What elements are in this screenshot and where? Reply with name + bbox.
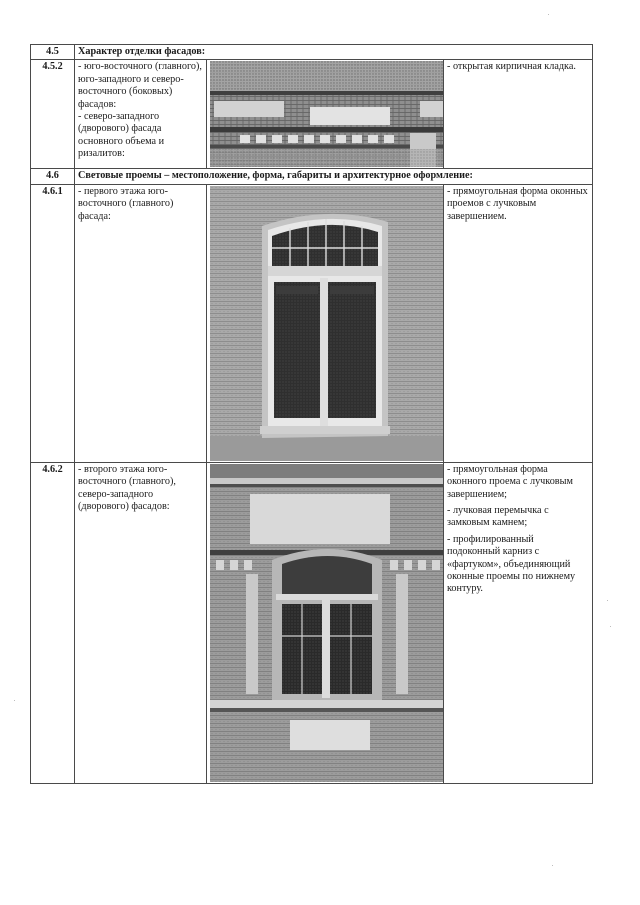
row-description (75, 60, 207, 169)
row-characteristics (444, 184, 593, 462)
row-number: 4.6.2 (31, 462, 75, 783)
row-number: 4.6.1 (31, 184, 75, 462)
photo-cell (207, 462, 444, 783)
photo-cell (207, 60, 444, 169)
scan-speck (607, 600, 608, 601)
row-4-6-2 (31, 462, 593, 783)
row-description (75, 462, 207, 783)
row-characteristics (444, 60, 593, 169)
characteristic-line: - прямоугольная форма оконного проема с лучковым завершением; (447, 463, 573, 500)
description-line: - первого этажа юго-восточного (главного) фасада: (78, 185, 174, 222)
scan-speck (610, 626, 611, 627)
second-floor-window-photo (210, 464, 444, 782)
characteristic-line: - лучковая перемычка с замковым камнем; (447, 505, 549, 529)
facade-brickwork-photo (210, 61, 444, 167)
row-4-6-1 (31, 184, 593, 462)
characteristic-line: - открытая кирпичная кладка. (447, 61, 576, 73)
photo-cell (207, 184, 444, 462)
scan-speck (548, 14, 549, 15)
section-number: 4.5 (31, 45, 75, 60)
description-line: - северо-западного (дворового) фасада основного объема и ризалитов: (78, 111, 165, 160)
scan-speck (552, 865, 553, 866)
section-row-4-6 (31, 169, 593, 184)
characteristic-line: - прямоугольная форма оконных проемов с лучковым завершением. (447, 185, 588, 222)
section-title: Световые проемы – местоположение, форма, габариты и архитектурное оформление: (75, 169, 593, 184)
first-floor-window-photo (210, 186, 444, 461)
description-line: - юго-восточного (главного), юго-западного и северо-восточного (боковых) фасадов: (78, 61, 202, 110)
row-description (75, 184, 207, 462)
row-4-5-2 (31, 60, 593, 169)
scan-speck (14, 700, 15, 701)
row-characteristics (444, 462, 593, 783)
section-number: 4.6 (31, 169, 75, 184)
section-row-4-5 (31, 45, 593, 60)
description-line: - второго этажа юго- восточного (главного), северо-западного (дворового) фасадов: (78, 463, 176, 513)
characteristic-line: - профилированный подоконный карниз с «фартуком», объединяющий оконные проемы по нижнему контуру. (447, 533, 576, 595)
facade-table (30, 44, 593, 784)
row-number: 4.5.2 (31, 60, 75, 169)
section-title: Характер отделки фасадов: (75, 45, 593, 60)
